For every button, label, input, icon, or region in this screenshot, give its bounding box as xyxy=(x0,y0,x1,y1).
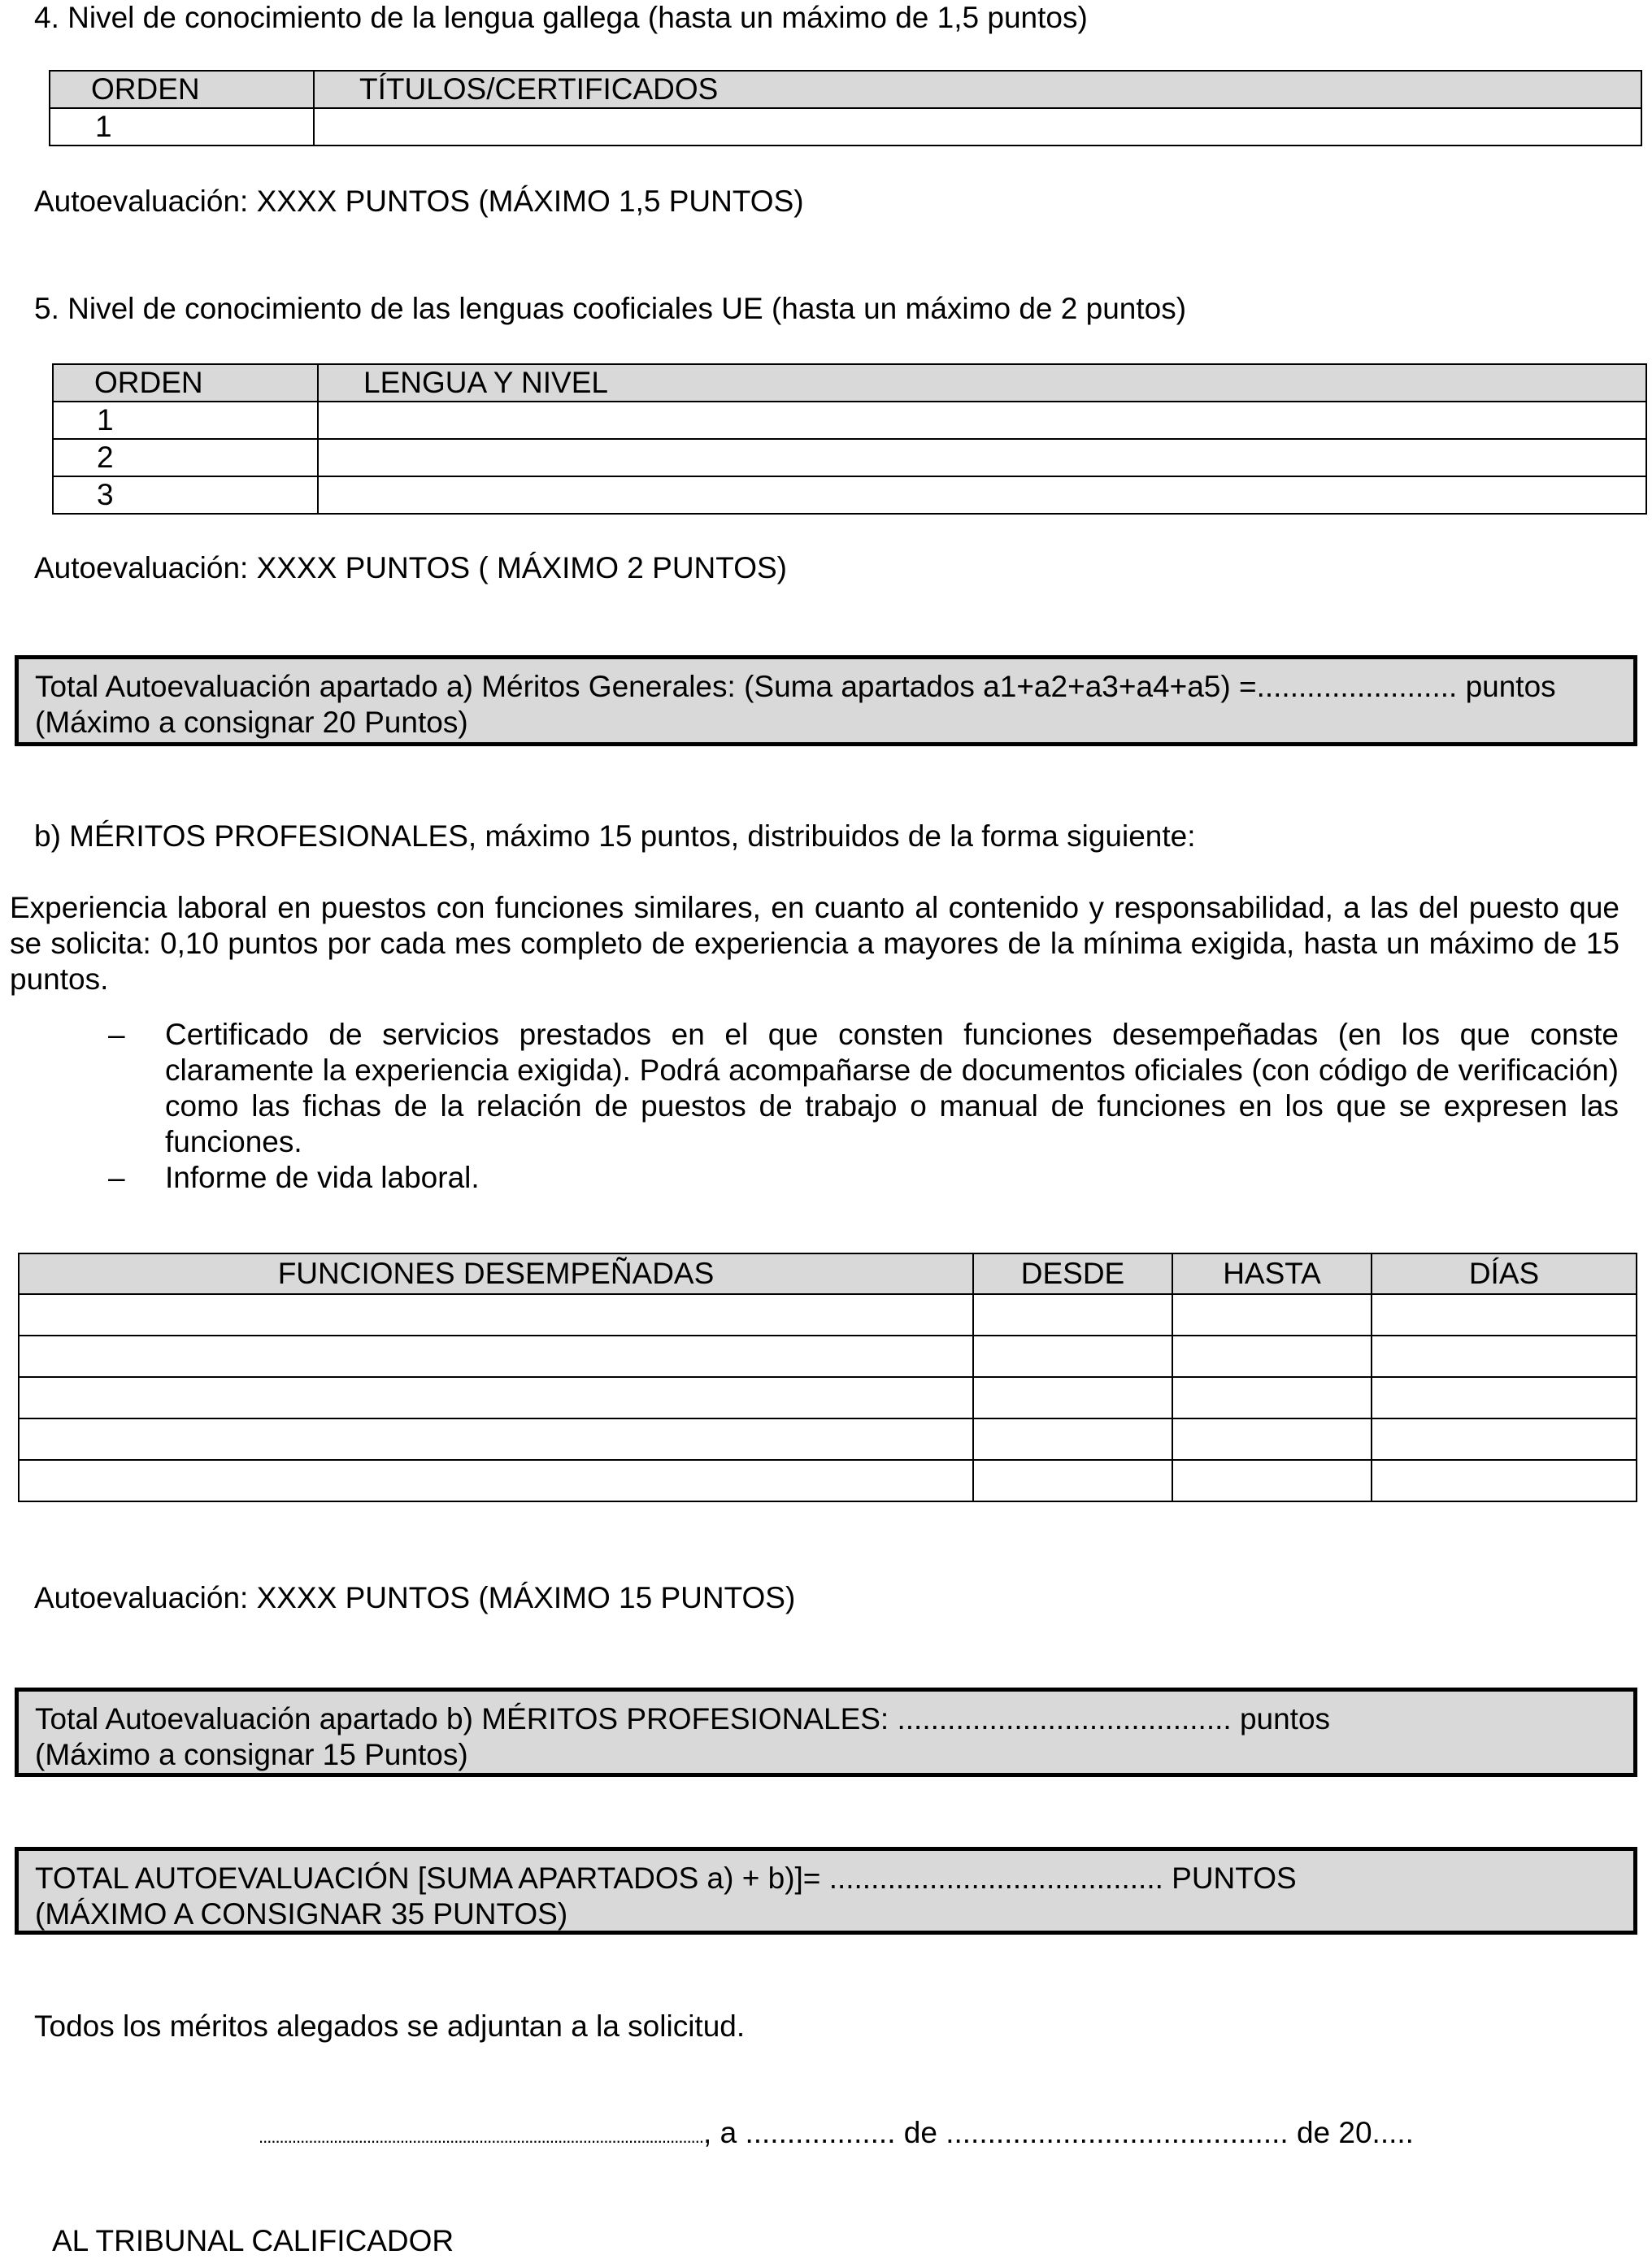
bullet-marker: – xyxy=(108,1161,125,1194)
section4-table xyxy=(49,70,1642,146)
grand-total-line1: TOTAL AUTOEVALUACIÓN [SUMA APARTADOS a) + b)]= ........................................ PUNTOS xyxy=(35,1862,1297,1895)
functions-cell[interactable] xyxy=(19,1377,973,1418)
table-row xyxy=(50,108,1641,146)
grand-total-box xyxy=(15,1847,1637,1935)
functions-col-to: HASTA xyxy=(1172,1253,1372,1294)
table-row xyxy=(19,1460,1637,1501)
section5-row-number: 2 xyxy=(53,439,318,476)
section-b-self-eval: Autoevaluación: XXXX PUNTOS (MÁXIMO 15 PUNTOS) xyxy=(34,1581,796,1614)
functions-cell[interactable] xyxy=(1172,1418,1372,1460)
section5-table xyxy=(52,363,1647,515)
functions-cell[interactable] xyxy=(973,1460,1172,1501)
section5-col-order: ORDEN xyxy=(53,364,318,402)
addressee: AL TRIBUNAL CALIFICADOR xyxy=(52,2224,454,2257)
total-a-box xyxy=(15,655,1637,746)
table-row xyxy=(53,402,1646,439)
section5-title: 5. Nivel de conocimiento de las lenguas cooficiales UE (hasta un máximo de 2 puntos) xyxy=(34,292,1187,325)
functions-cell[interactable] xyxy=(1372,1336,1637,1377)
section5-row-language[interactable] xyxy=(318,476,1646,514)
date-blank[interactable]: , a .................. de ......................................... de 20..... xyxy=(703,2116,1414,2149)
table-row xyxy=(19,1336,1637,1377)
total-a-line2: (Máximo a consignar 20 Puntos) xyxy=(35,706,468,739)
total-b-line2: (Máximo a consignar 15 Puntos) xyxy=(35,1738,468,1771)
section5-row-number: 3 xyxy=(53,476,318,514)
functions-cell[interactable] xyxy=(19,1336,973,1377)
section4-row-titles[interactable] xyxy=(314,108,1641,146)
bullet-text: Informe de vida laboral. xyxy=(165,1161,480,1194)
functions-cell[interactable] xyxy=(973,1377,1172,1418)
section-b-bullet-list xyxy=(108,1017,1619,1196)
table-row xyxy=(19,1418,1637,1460)
list-item xyxy=(108,1017,1619,1160)
closing-statement: Todos los méritos alegados se adjuntan a la solicitud. xyxy=(34,2009,746,2043)
functions-col-from: DESDE xyxy=(973,1253,1172,1294)
functions-cell[interactable] xyxy=(1372,1294,1637,1336)
section5-col-language: LENGUA Y NIVEL xyxy=(318,364,1646,402)
total-b-line1: Total Autoevaluación apartado b) MÉRITOS PROFESIONALES: ........................................ puntos xyxy=(35,1702,1331,1736)
functions-table xyxy=(18,1253,1637,1502)
grand-total-line2: (MÁXIMO A CONSIGNAR 35 PUNTOS) xyxy=(35,1897,568,1931)
functions-cell[interactable] xyxy=(1172,1377,1372,1418)
section-b-title: b) MÉRITOS PROFESIONALES, máximo 15 puntos, distribuidos de la forma siguiente: xyxy=(34,819,1196,853)
section4-row-number: 1 xyxy=(50,108,314,146)
functions-col-days: DÍAS xyxy=(1372,1253,1637,1294)
total-a-line1: Total Autoevaluación apartado a) Méritos Generales: (Suma apartados a1+a2+a3+a4+a5) =........................ puntos xyxy=(35,670,1556,703)
functions-cell[interactable] xyxy=(1172,1294,1372,1336)
functions-cell[interactable] xyxy=(19,1294,973,1336)
functions-cell[interactable] xyxy=(973,1418,1172,1460)
functions-cell[interactable] xyxy=(19,1460,973,1501)
table-row xyxy=(53,476,1646,514)
section5-self-eval: Autoevaluación: XXXX PUNTOS ( MÁXIMO 2 PUNTOS) xyxy=(34,551,787,584)
section4-col-order: ORDEN xyxy=(50,71,314,108)
section5-row-number: 1 xyxy=(53,402,318,439)
bullet-marker: – xyxy=(108,1018,125,1051)
functions-cell[interactable] xyxy=(1372,1377,1637,1418)
functions-cell[interactable] xyxy=(1372,1460,1637,1501)
table-row xyxy=(19,1294,1637,1336)
functions-cell[interactable] xyxy=(19,1418,973,1460)
signature-date-line xyxy=(259,2115,1414,2155)
functions-cell[interactable] xyxy=(973,1294,1172,1336)
section5-row-language[interactable] xyxy=(318,402,1646,439)
functions-cell[interactable] xyxy=(973,1336,1172,1377)
functions-cell[interactable] xyxy=(1172,1336,1372,1377)
functions-col-duties: FUNCIONES DESEMPEÑADAS xyxy=(19,1253,973,1294)
section4-title: 4. Nivel de conocimiento de la lengua gallega (hasta un máximo de 1,5 puntos) xyxy=(34,1,1088,34)
section-b-description: Experiencia laboral en puestos con funciones similares, en cuanto al contenido y responsabilidad, a las del puesto que se solicita: 0,10 puntos por cada mes completo de experiencia a mayores de la mínima exigida, hasta un máximo de 15 puntos. xyxy=(10,891,1619,996)
table-row xyxy=(53,439,1646,476)
section4-self-eval: Autoevaluación: XXXX PUNTOS (MÁXIMO 1,5 PUNTOS) xyxy=(34,185,804,218)
section4-col-titles: TÍTULOS/CERTIFICADOS xyxy=(314,71,1641,108)
bullet-text: Certificado de servicios prestados en el que consten funciones desempeñadas (en los que conste claramente la experiencia exigida). Podrá acompañarse de documentos oficiales (con código de verificación) como las fichas de la relación de puestos de trabajo o manual de funciones en los que se expresen las funciones. xyxy=(165,1018,1619,1158)
total-b-box xyxy=(15,1688,1637,1777)
section5-row-language[interactable] xyxy=(318,439,1646,476)
table-row xyxy=(19,1377,1637,1418)
list-item xyxy=(108,1160,1619,1196)
place-blank[interactable]: ........................................................................................................... xyxy=(259,2127,704,2147)
functions-cell[interactable] xyxy=(1372,1418,1637,1460)
functions-cell[interactable] xyxy=(1172,1460,1372,1501)
